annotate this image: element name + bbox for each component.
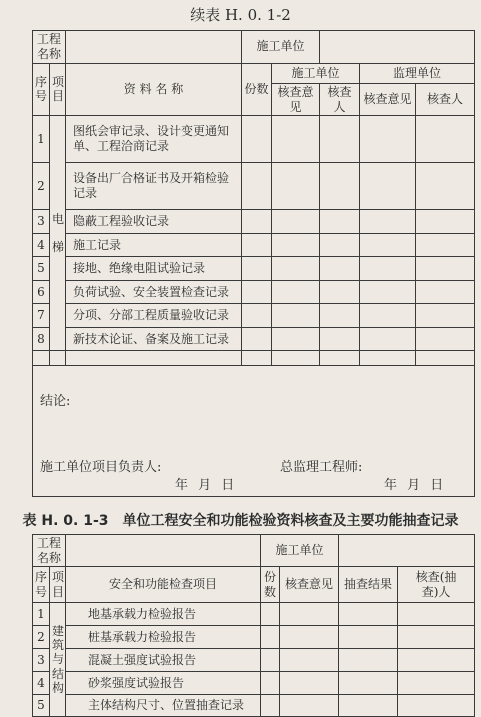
- t2-row-number: 2: [33, 626, 50, 649]
- row-number: 4: [33, 233, 50, 257]
- conclusion-label: 结论:: [40, 394, 71, 409]
- supervisor-opinion-header: 核查意见: [360, 84, 416, 116]
- copies-header: 份数: [242, 63, 272, 115]
- category-elevator: 电 梯: [50, 115, 66, 351]
- t2-seq-header: 序 号: [33, 567, 50, 603]
- t2-item-header: 项 目: [50, 567, 66, 603]
- t2-row-number: 1: [33, 603, 50, 626]
- row-doc-name: 分项、分部工程质量验收记录: [66, 304, 242, 328]
- row-doc-name: 负荷试验、安全装置检查记录: [66, 280, 242, 304]
- t2-row-item: 地基承载力检验报告: [66, 603, 261, 626]
- row-doc-name: 图纸会审记录、设计变更通知单、工程洽商记录: [66, 115, 242, 162]
- contractor-signature-label: 施工单位项目负责人:: [40, 460, 162, 475]
- t2-copies-header: 份 数: [261, 567, 280, 603]
- t2-project-name-label: 工程 名称: [33, 535, 66, 567]
- t2-spot-result-header: 抽查结果: [339, 567, 398, 603]
- row-number: 7: [33, 304, 50, 328]
- table2-title: 表 H. 0. 1-3 单位工程安全和功能检验资料核查及主要功能抽查记录: [22, 513, 459, 529]
- item-header: 项 目: [50, 63, 66, 115]
- t2-reviewer-header: 核查(抽 查)人: [398, 567, 475, 603]
- contractor-label: 施工单位: [242, 31, 320, 64]
- safety-function-table: [32, 534, 475, 717]
- t2-row-number: 4: [33, 672, 50, 695]
- row-number: 1: [33, 115, 50, 162]
- row-number: 2: [33, 163, 50, 210]
- t2-row-item: 混凝土强度试验报告: [66, 649, 261, 672]
- project-name-value: [66, 31, 242, 64]
- project-name-label: 工程 名称: [33, 31, 66, 64]
- t2-row-item: 砂浆强度试验报告: [66, 672, 261, 695]
- row-number: 6: [33, 280, 50, 304]
- page-title: 续表 H. 0. 1-2: [190, 6, 291, 24]
- t2-contractor-label: 施工单位: [261, 535, 339, 567]
- row-doc-name: 施工记录: [66, 233, 242, 257]
- doc-name-header: 资 料 名 称: [66, 63, 242, 115]
- t2-contractor-value: [339, 535, 475, 567]
- t2-row-number: 3: [33, 649, 50, 672]
- row-doc-name: 隐蔽工程验收记录: [66, 210, 242, 234]
- t2-project-name-value: [66, 535, 261, 567]
- t2-review-opinion-header: 核查意见: [280, 567, 339, 603]
- row-doc-name: 新技术论证、备案及施工记录: [66, 327, 242, 351]
- t2-category-structure: 建 筑 与 结 构: [50, 603, 66, 717]
- contractor-value: [320, 31, 475, 64]
- row-doc-name: 接地、绝缘电阻试验记录: [66, 257, 242, 281]
- contractor-opinion-header: 核查意见: [272, 84, 320, 116]
- row-number: 3: [33, 210, 50, 234]
- row-doc-name: 设备出厂合格证书及开箱检验记录: [66, 163, 242, 210]
- supervisor-reviewer-header: 核查人: [416, 84, 475, 116]
- supervisor-group-header: 监理单位: [360, 63, 475, 83]
- t2-row-item: 桩基承载力检验报告: [66, 626, 261, 649]
- t2-row-number: 5: [33, 695, 50, 717]
- supervisor-date: 年 月 日: [384, 478, 444, 493]
- contractor-date: 年 月 日: [175, 478, 235, 493]
- contractor-reviewer-header: 核查人: [320, 84, 360, 116]
- t2-check-item-header: 安全和功能检查项目: [66, 567, 261, 603]
- t2-row-item: 主体结构尺寸、位置抽查记录: [66, 695, 261, 717]
- supervisor-signature-label: 总监理工程师:: [280, 460, 363, 475]
- contractor-group-header: 施工单位: [272, 63, 360, 83]
- row-number: 8: [33, 327, 50, 351]
- elevator-document-table: [32, 30, 475, 497]
- seq-header: 序 号: [33, 63, 50, 115]
- row-number: 5: [33, 257, 50, 281]
